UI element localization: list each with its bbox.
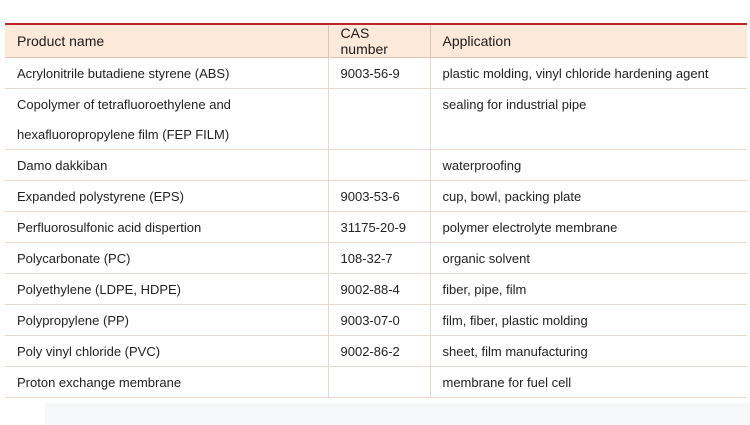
- application-cell: waterproofing: [430, 150, 747, 181]
- application-cell: polymer electrolyte membrane: [430, 212, 747, 243]
- table-row: [5, 58, 747, 89]
- product-name-cell: hexafluoropropylene film (FEP FILM): [5, 119, 328, 150]
- header-row: [5, 24, 747, 58]
- table-row: [5, 305, 747, 336]
- table-body: [5, 58, 747, 398]
- product-name-cell: Damo dakkiban: [5, 150, 328, 181]
- product-name-cell: Acrylonitrile butadiene styrene (ABS): [5, 58, 328, 89]
- table-row: [5, 367, 747, 398]
- application-cell: cup, bowl, packing plate: [430, 181, 747, 212]
- page-footer-shade: [45, 403, 750, 425]
- table-row: [5, 89, 747, 120]
- cas-number-cell: [328, 367, 430, 398]
- application-cell: plastic molding, vinyl chloride hardening agent: [430, 58, 747, 89]
- cas-number-cell: 31175-20-9: [328, 212, 430, 243]
- application-cell: sheet, film manufacturing: [430, 336, 747, 367]
- application-cell: organic solvent: [430, 243, 747, 274]
- application-cell: sealing for industrial pipe: [430, 89, 747, 120]
- product-name-cell: Polyethylene (LDPE, HDPE): [5, 274, 328, 305]
- cas-number-cell: [328, 89, 430, 120]
- product-table: [5, 23, 747, 398]
- application-cell: film, fiber, plastic molding: [430, 305, 747, 336]
- cas-number-cell: [328, 119, 430, 150]
- application-cell: membrane for fuel cell: [430, 367, 747, 398]
- header-application: Application: [430, 24, 747, 58]
- application-cell: fiber, pipe, film: [430, 274, 747, 305]
- cas-number-cell: 108-32-7: [328, 243, 430, 274]
- product-name-cell: Expanded polystyrene (EPS): [5, 181, 328, 212]
- product-name-cell: Polypropylene (PP): [5, 305, 328, 336]
- cas-number-cell: 9003-07-0: [328, 305, 430, 336]
- cas-number-cell: 9003-56-9: [328, 58, 430, 89]
- table-row: [5, 181, 747, 212]
- table-row: [5, 274, 747, 305]
- table-row: [5, 336, 747, 367]
- table-row: [5, 243, 747, 274]
- product-name-cell: Poly vinyl chloride (PVC): [5, 336, 328, 367]
- header-product-name: Product name: [5, 24, 328, 58]
- product-name-cell: Copolymer of tetrafluoroethylene and: [17, 96, 231, 112]
- table-row: [5, 212, 747, 243]
- table-row: [5, 119, 747, 150]
- product-name-cell: Perfluorosulfonic acid dispertion: [5, 212, 328, 243]
- product-name-cell: Proton exchange membrane: [5, 367, 328, 398]
- cas-number-cell: [328, 150, 430, 181]
- cas-number-cell: 9002-86-2: [328, 336, 430, 367]
- application-cell: [430, 119, 747, 150]
- cas-number-cell: 9003-53-6: [328, 181, 430, 212]
- table-row: [5, 150, 747, 181]
- table-header: [5, 24, 747, 58]
- cas-number-cell: 9002-88-4: [328, 274, 430, 305]
- product-name-cell: Polycarbonate (PC): [5, 243, 328, 274]
- header-cas-number: CAS number: [328, 24, 430, 58]
